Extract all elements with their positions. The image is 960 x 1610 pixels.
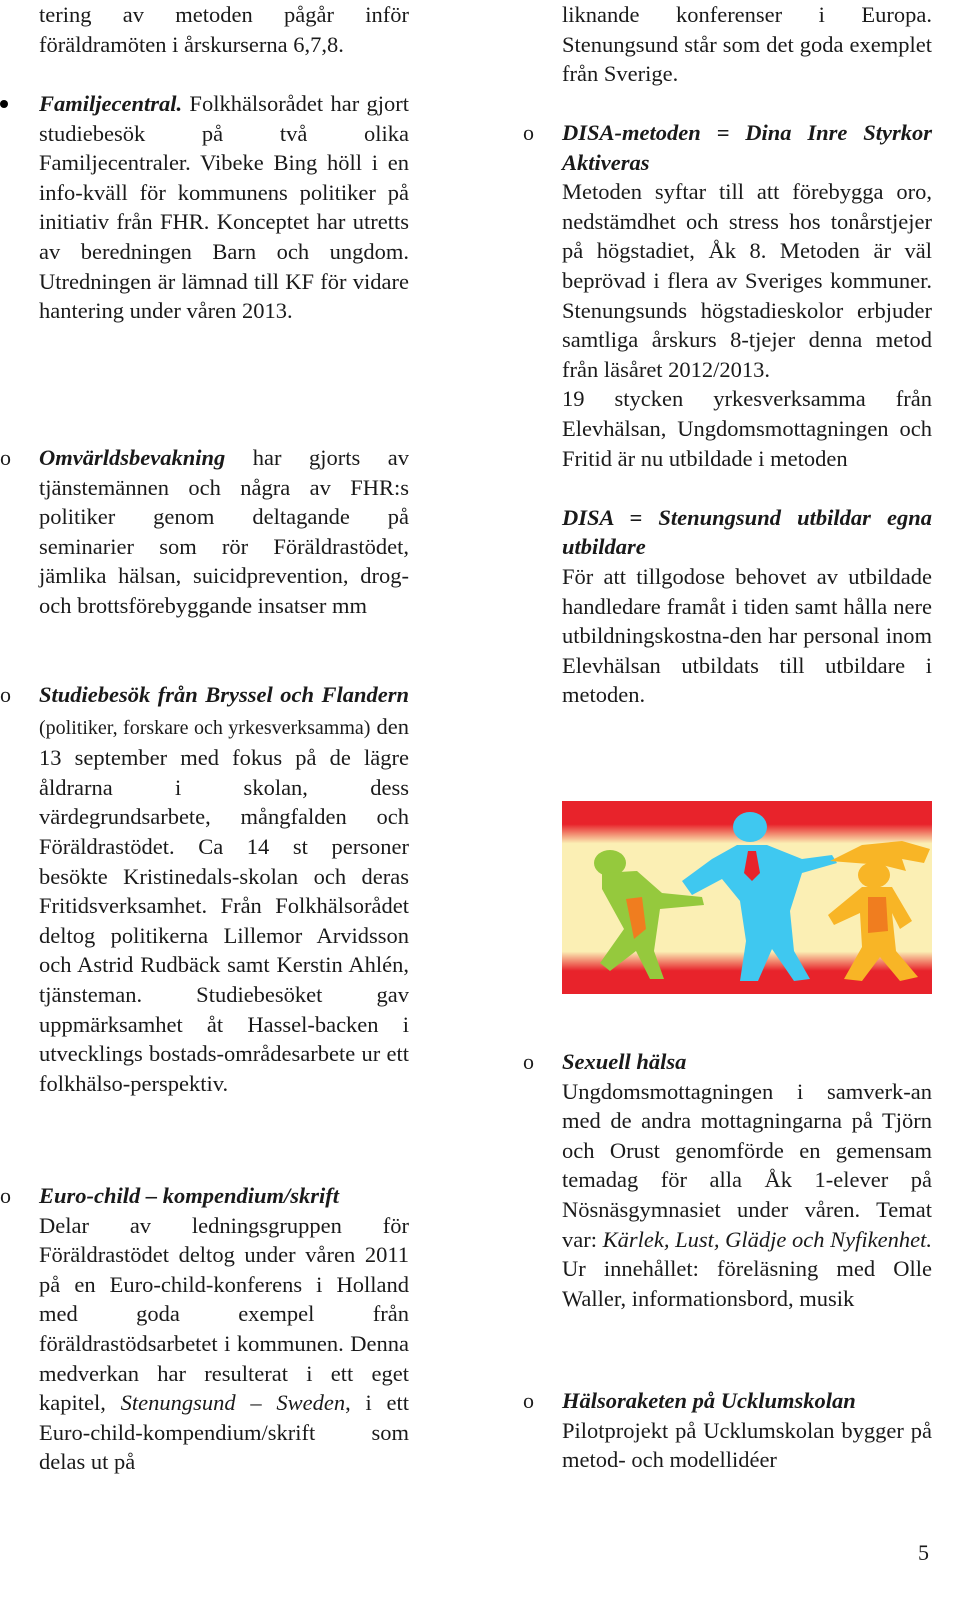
familjecentral-text: Folkhälsorådet har gjort studiebesök på två olika Familjecentraler. Vibeke Bing höll i en info-kväll för kommunens politiker på initiativ från FHR. Konceptet har utretts av beredningen Barn och ungdom. Utredningen är lämnad till KF för vidare hantering under våren 2013. [39,91,409,324]
omvarld-text: har gjorts av tjänstemännen och några av FHR:s politiker genom deltagande på seminarier som rör Föräldrastödet, jämlika hälsan, suicidprevention, drog- och brottsförebyggande insatser mm [39,445,409,618]
sexuell-heading-line [562,1047,932,1077]
sexuell-heading: Sexuell hälsa [562,1049,687,1074]
sexuell-italic: Kärlek, Lust, Glädje och Nyfikenhet. [602,1226,932,1252]
disa-paragraph-2: 19 stycken yrkesverksamma från Elevhälsan, Ungdomsmottagningen och Fritid är nu utbildade i metoden [562,386,932,471]
omvarld-item [0,443,409,621]
sexuell-text-1: Ungdomsmottagningen i samverk-an med de andra mottagningarna på Tjörn och Orust genomförde en gemensam temadag för alla Åk 1-elever på Nösnäsgymnasiet under våren. Temat var: [562,1078,932,1252]
bullet-o-icon: o [0,1183,11,1208]
familjecentral-item [39,89,409,326]
halso-item [523,1386,932,1475]
bullet-o-icon: o [0,682,11,707]
sexuell-text-2: Ur innehållet: föreläsning med Olle Waller, informationsbord, musik [562,1256,932,1311]
eurochild-text-1: Delar av ledningsgruppen för Föräldrastödet deltog under våren 2011 på en Euro-child-konferens i Holland med goda exempel från föräldrastödsarbetet i kommunen. Denna medverkan har resulterat i ett eget kapitel, [39,1212,409,1416]
bullet-o-icon: o [523,120,534,145]
bullet-o-icon: o [523,1049,534,1074]
sexuell-paragraph [562,1077,932,1314]
bryssel-heading: Studiebesök från Bryssel och Flandern [39,682,409,707]
halso-heading: Hälsoraketen på Ucklumskolan [562,1388,856,1413]
bryssel-text: den 13 september med fokus på de lägre åldrarna i skolan, dess värdegrundsarbete, mångfalden och Föräldrastödet. Ca 14 st personer besökte Kristinedals-skolan och deras Fritidsverksamhet. Från Folkhälsorådet deltog politikerna Lillemor Arvidsson och Astrid Rudbäck samt Kerstin Ahlén, tjänsteman. Studiebesöket gav uppmärksamhet åt Hassel-backen i utvecklings bostads-områdesarbete ur ett folkhälso-perspektiv. [39,713,409,1096]
right-intro-text: liknande konferenser i Europa. Stenungsund står som det goda exemplet från Sverige. [562,2,932,87]
familjecentral-heading: Familjecentral. [39,91,183,116]
disa-sub-heading-line [562,503,932,562]
bryssel-small-text: (politiker, forskare och yrkesverksamma) [39,716,371,739]
eurochild-heading: Euro-child – kompendium/skrift [39,1183,340,1208]
familjecentral-paragraph [39,89,409,326]
disa-paragraph-3: För att tillgodose behovet av utbildade handledare framåt i tiden samt hålla nere utbildningskostna-den har personal inom Elevhälsan utbildats till utbildare i metoden. [562,563,932,708]
page-number: 5 [918,1540,929,1565]
disa-paragraph-1: Metoden syftar till att förebygga oro, nedstämdhet och stress hos tonårstjejer på högstadiet, Åk 8. Metoden är väl beprövad i flera av Sveriges kommuner. Stenungsunds högstadieskolor erbjuder samtliga årskurs 8-tjejer denna metod från läsåret 2012/2013. [562,179,932,382]
bryssel-item [0,680,409,1098]
eurochild-italic: Stenungsund – Sweden [120,1390,346,1416]
dancing-figures-illustration [562,801,932,994]
eurochild-item [0,1181,409,1477]
halso-paragraph: Pilotprojekt på Ucklumskolan bygger på metod- och modellidéer [562,1417,932,1473]
bullet-o-icon: o [0,445,11,470]
bryssel-paragraph [39,680,409,1098]
eurochild-paragraph [39,1211,409,1477]
disa-sub-heading: DISA = Stenungsund utbildar egna utbildare [562,504,932,560]
halso-heading-line [562,1386,932,1416]
eurochild-text-2: , i ett Euro-child-kompendium/skrift som delas ut på [39,1390,409,1475]
eurochild-heading-line [39,1181,409,1211]
disa-heading-line [562,118,932,177]
disa-heading: DISA-metoden = Dina Inre Styrkor Aktiveras [562,120,932,175]
omvarld-paragraph [39,443,409,621]
left-intro-text: tering av metoden pågår inför föräldramöten i årskurserna 6,7,8. [39,2,409,57]
sexuell-item [523,1047,932,1313]
disa-item [523,118,932,710]
bullet-dot-icon [0,100,8,108]
omvarld-heading: Omvärldsbevakning [39,445,226,470]
bullet-o-icon: o [523,1388,534,1413]
